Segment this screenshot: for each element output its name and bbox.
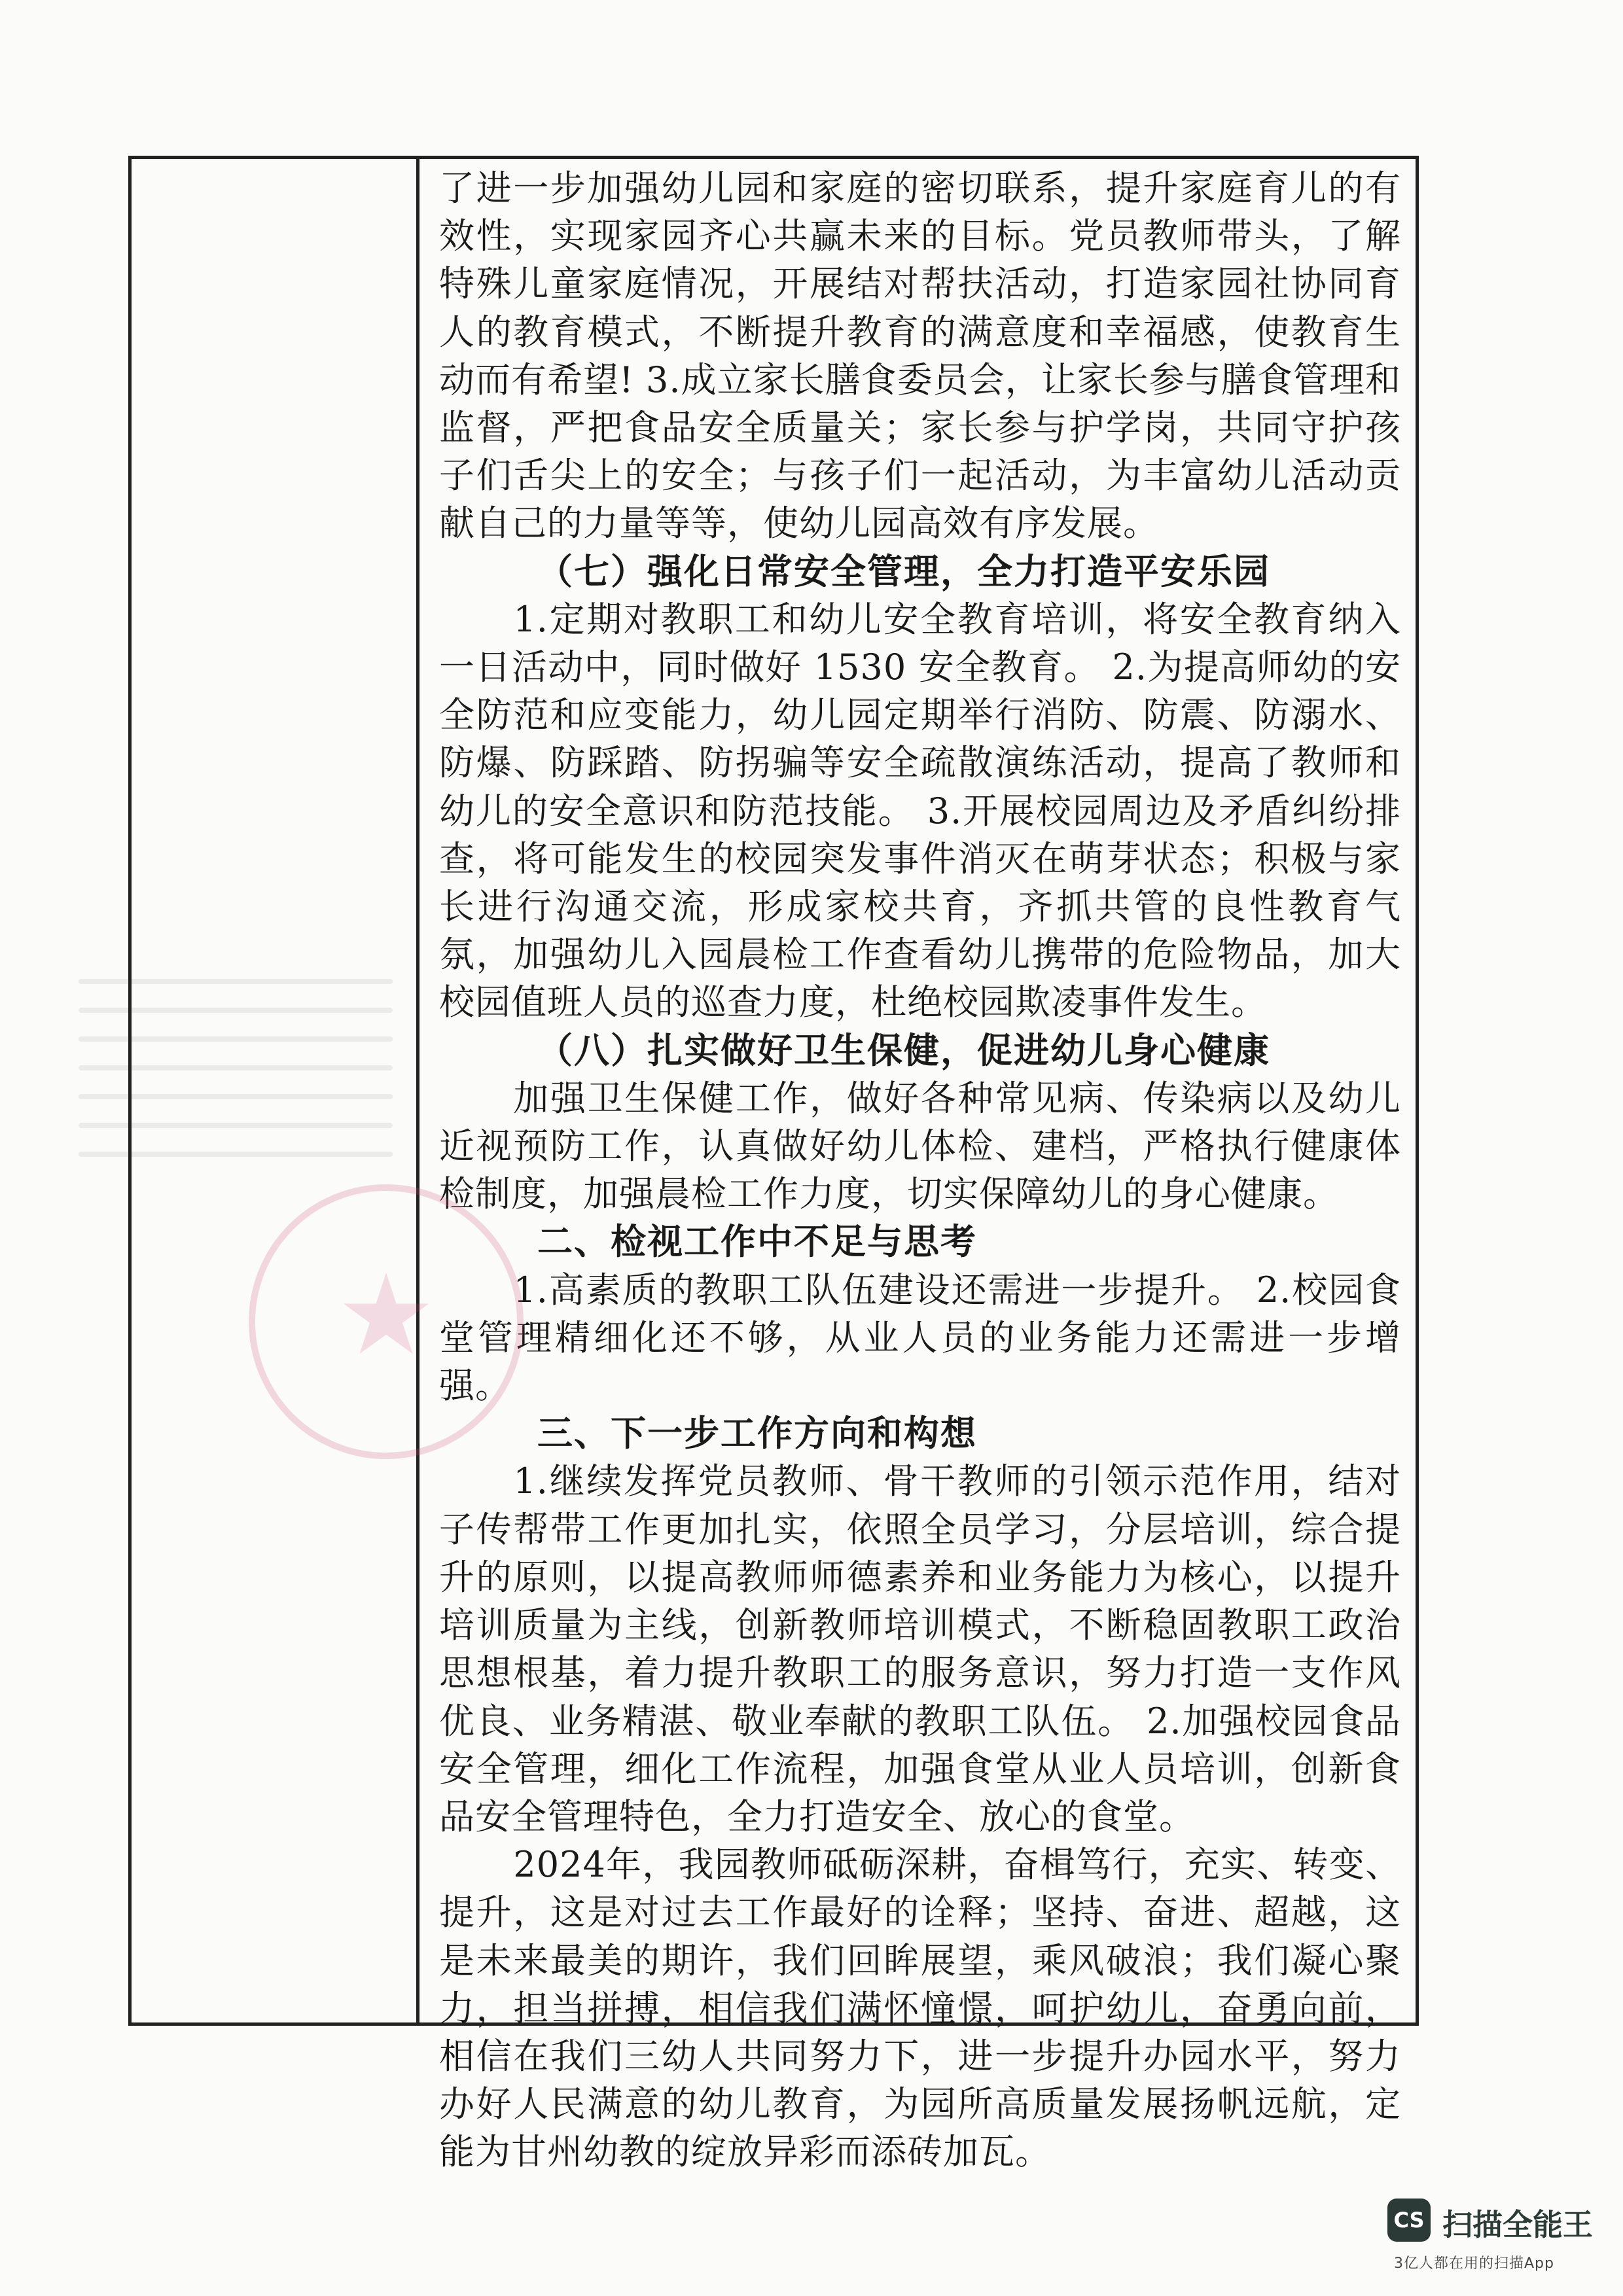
camscanner-logo-icon: CS: [1387, 2199, 1431, 2242]
paragraph-safety-management: 1.定期对教职工和幼儿安全教育培训，将安全教育纳入一日活动中，同时做好 1530 安全教育。 2.为提高师幼的安全防范和应变能力，幼儿园定期举行消防、防震、防溺水、防爆、防踩踏、防拐骗等安全疏散演练活动，提高了教师和幼儿的安全意识和防范技能。 3.开展校园周边及矛盾纠纷排查，将可能发生的校园突发事件消灭在萌芽状态；积极与家长进行沟通交流，形成家校共育，齐抓共管的良性教育气氛，加强幼儿入园晨检工作查看幼儿携带的危险物品，加大校园值班人员的巡查力度，杜绝校园欺凌事件发生。: [439, 598, 1401, 1023]
star-icon: ★: [336, 1250, 437, 1381]
paragraph-family-cooperation: 了进一步加强幼儿园和家庭的密切联系，提升家庭育儿的有效性，实现家园齐心共赢未来的目标。党员教师带头，了解特殊儿童家庭情况，开展结对帮扶活动，打造家园社协同育人的教育模式，不断提升教育的满意度和幸福感，使教育生动而有希望! 3.成立家长膳食委员会，让家长参与膳食管理和监督，严把食品安全质量关；家长参与护学岗，共同守护孩子们舌尖上的安全；与孩子们一起活动，为丰富幼儿活动贡献自己的力量等等，使幼儿园高效有序发展。: [439, 168, 1401, 544]
table-left-column: [132, 159, 419, 2022]
paragraph-conclusion: 2024年，我园教师砥砺深耕，奋楫笃行，充实、转变、提升，这是对过去工作最好的诠释；坚持、奋进、超越，这是未来最美的期许，我们回眸展望，乘风破浪；我们凝心聚力，担当拼搏，相信我们满怀憧憬，呵护幼儿，奋勇向前，相信在我们三幼人共同努力下，进一步提升办园水平，努力办好人民满意的幼儿教育，为园所高质量发展扬帆远航，定能为甘州幼教的绽放异彩而添砖加瓦。: [439, 1844, 1401, 2173]
watermark-tagline: 3亿人都在用的扫描App: [1394, 2255, 1554, 2272]
heading-next-steps: 三、下一步工作方向和构想: [537, 1413, 977, 1455]
paragraph-shortcomings: 1.高素质的教职工队伍建设还需进一步提升。 2.校园食堂管理精细化还不够，从业人员的业务能力还需进一步增强。: [439, 1269, 1401, 1407]
watermark-app-name: 扫描全能王: [1442, 2207, 1593, 2242]
paragraph-health-care: 加强卫生保健工作，做好各种常见病、传染病以及幼儿近视预防工作，认真做好幼儿体检、建档，严格执行健康体检制度，加强晨检工作力度，切实保障幼儿的身心健康。: [439, 1077, 1401, 1215]
heading-shortcomings: 二、检视工作中不足与思考: [537, 1221, 977, 1263]
table-content-cell: [439, 164, 1401, 2176]
heading-section-7: （七）强化日常安全管理，全力打造平安乐园: [537, 550, 1270, 592]
table-frame: [128, 156, 1419, 2173]
scanner-watermark: [1387, 2199, 1603, 2277]
heading-section-8: （八）扎实做好卫生保健，促进幼儿身心健康: [537, 1029, 1270, 1071]
paragraph-next-steps: 1.继续发挥党员教师、骨干教师的引领示范作用，结对子传帮带工作更加扎实，依照全员学习，分层培训，综合提升的原则，以提高教师师德素养和业务能力为核心，以提升培训质量为主线，创新教师培训模式，不断稳固教职工政治思想根基，着力提升教职工的服务意识，努力打造一支作风优良、业务精湛、敬业奉献的教职工队伍。 2.加强校园食品安全管理，细化工作流程，加强食堂从业人员培训，创新食品安全管理特色，全力打造安全、放心的食堂。: [439, 1460, 1401, 1837]
